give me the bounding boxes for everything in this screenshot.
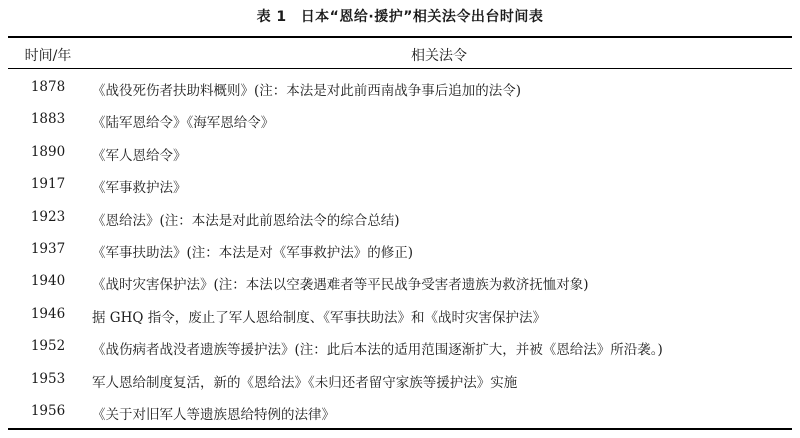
- row-law: 《恩给法》(注：本法是对此前恩给法令的综合总结): [92, 212, 400, 229]
- row-law: 军人恩给制度复活，新的《恩给法》《未归还者留守家族等援护法》实施: [92, 374, 518, 391]
- row-law: 《战役死伤者扶助料概则》(注：本法是对此前西南战争事后追加的法令): [92, 83, 522, 99]
- table-row: [0, 396, 800, 428]
- table-number: 表 1: [256, 9, 287, 25]
- row-year: 1953: [30, 370, 66, 387]
- header-rule: [8, 68, 792, 69]
- row-law: 《战伤病者战没者遗族等援护法》(注：此后本法的适用范围逐渐扩大，并被《恩给法》所沿袭。): [92, 342, 663, 359]
- table-row: [0, 234, 800, 266]
- top-rule: [8, 36, 792, 38]
- row-year: 1946: [30, 305, 66, 322]
- table-body: [0, 72, 800, 428]
- row-law: 《陆军恩给令》《海军恩给令》: [92, 115, 275, 132]
- table-header: [0, 39, 800, 67]
- table-row: [0, 364, 800, 396]
- row-year: 1883: [30, 111, 66, 128]
- row-law: 据 GHQ 指令，废止了军人恩给制度、《军事扶助法》和《战时灾害保护法》: [92, 309, 546, 326]
- table-row: [0, 137, 800, 169]
- table-row: [0, 331, 800, 363]
- row-year: 1917: [30, 176, 66, 193]
- row-year: 1956: [30, 402, 66, 419]
- row-year: 1952: [30, 338, 66, 355]
- row-year: 1890: [30, 143, 66, 160]
- table-row: [0, 169, 800, 201]
- row-year: 1878: [30, 79, 66, 95]
- row-law: 《军事救护法》: [92, 180, 187, 197]
- row-year: 1937: [30, 240, 66, 257]
- row-year: 1940: [30, 273, 66, 290]
- row-law: 《军人恩给令》: [92, 147, 187, 164]
- row-law: 《关于对旧军人等遗族恩给特例的法律》: [92, 406, 335, 423]
- row-law: 《战时灾害保护法》(注：本法以空袭遇难者等平民战争受害者遗族为救济抚恤对象): [92, 277, 589, 294]
- row-law: 《军事扶助法》(注：本法是对《军事救护法》的修正): [92, 244, 414, 261]
- header-year: 时间/年: [24, 48, 72, 64]
- table-row: [0, 72, 800, 104]
- table-row: [0, 202, 800, 234]
- table-title: 日本“恩给·援护”相关法令出台时间表: [300, 9, 544, 25]
- table-row: [0, 266, 800, 298]
- table-row: [0, 299, 800, 331]
- table-row: [0, 104, 800, 136]
- row-year: 1923: [30, 208, 66, 225]
- bottom-rule: [8, 428, 792, 430]
- table-caption: [0, 6, 800, 26]
- header-law: 相关法令: [411, 48, 467, 64]
